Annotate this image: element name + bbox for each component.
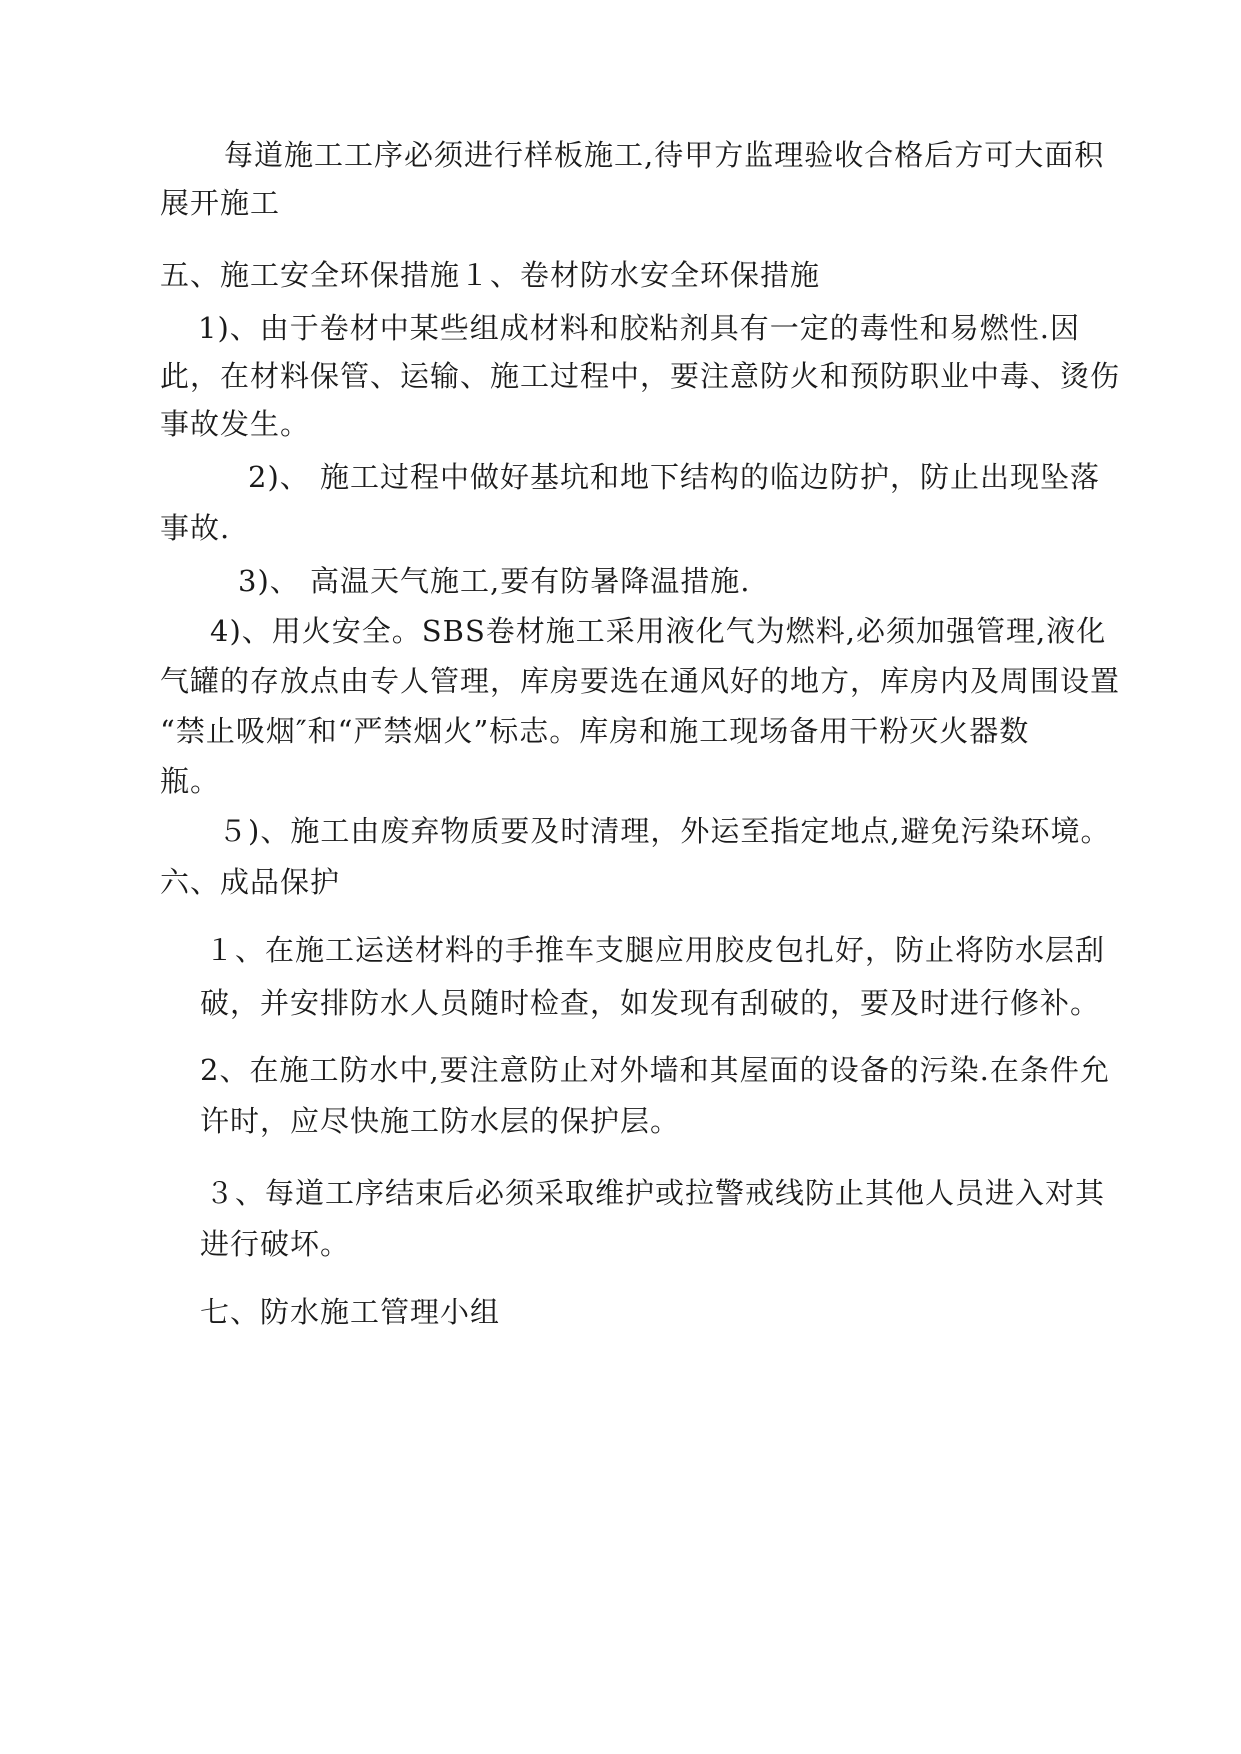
paragraph-line: 每道施工工序必须进行样板施工,待甲方监理验收合格后方可大面积 (224, 138, 1105, 172)
list-item-1-line: 事故发生。 (160, 407, 311, 441)
section-heading-7: 七、防水施工管理小组 (200, 1295, 501, 1329)
list-item-4-line: 瓶。 (160, 764, 221, 798)
list-item-2-line: 2)、 施工过程中做好基坑和地下结构的临边防护，防止出现坠落 (248, 460, 1100, 494)
list-item-4-line: “禁止吸烟″和“严禁烟火”标志。库房和施工现场备用干粉灭火器数 (160, 714, 1030, 748)
paragraph-line: ３、每道工序结束后必须采取维护或拉警戒线防止其他人员进入对其 (205, 1176, 1106, 1210)
list-item-5-line: ５)、施工由废弃物质要及时清理，外运至指定地点,避免污染环境。 (218, 814, 1111, 848)
section-heading-5: 五、施工安全环保措施１、卷材防水安全环保措施 (160, 258, 821, 292)
list-item-1-line: 此，在材料保管、运输、施工过程中，要注意防火和预防职业中毒、烫伤 (160, 359, 1121, 393)
paragraph-line: １、在施工运送材料的手推车支腿应用胶皮包扎好，防止将防水层刮 (205, 933, 1106, 967)
paragraph-line: 进行破坏。 (200, 1227, 351, 1261)
paragraph-line: 破，并安排防水人员随时检查，如发现有刮破的，要及时进行修补。 (200, 986, 1101, 1020)
list-item-4-line: 气罐的存放点由专人管理，库房要选在通风好的地方，库房内及周围设置 (160, 664, 1121, 698)
section-heading-6: 六、成品保护 (160, 865, 341, 899)
list-item-3-line: 3)、 高温天气施工,要有防暑降温措施. (238, 564, 751, 598)
list-item-4-line: 4)、用火安全。SBS卷材施工采用液化气为燃料,必须加强管理,液化 (210, 614, 1107, 648)
list-item-1-line: 1)、由于卷材中某些组成材料和胶粘剂具有一定的毒性和易燃性.因 (198, 311, 1080, 345)
paragraph-line: 许时，应尽快施工防水层的保护层。 (200, 1104, 681, 1138)
list-item-2-line: 事故. (160, 511, 231, 545)
paragraph-line: 展开施工 (160, 186, 281, 220)
paragraph-line: 2、在施工防水中,要注意防止对外墙和其屋面的设备的污染.在条件允 (200, 1053, 1110, 1087)
